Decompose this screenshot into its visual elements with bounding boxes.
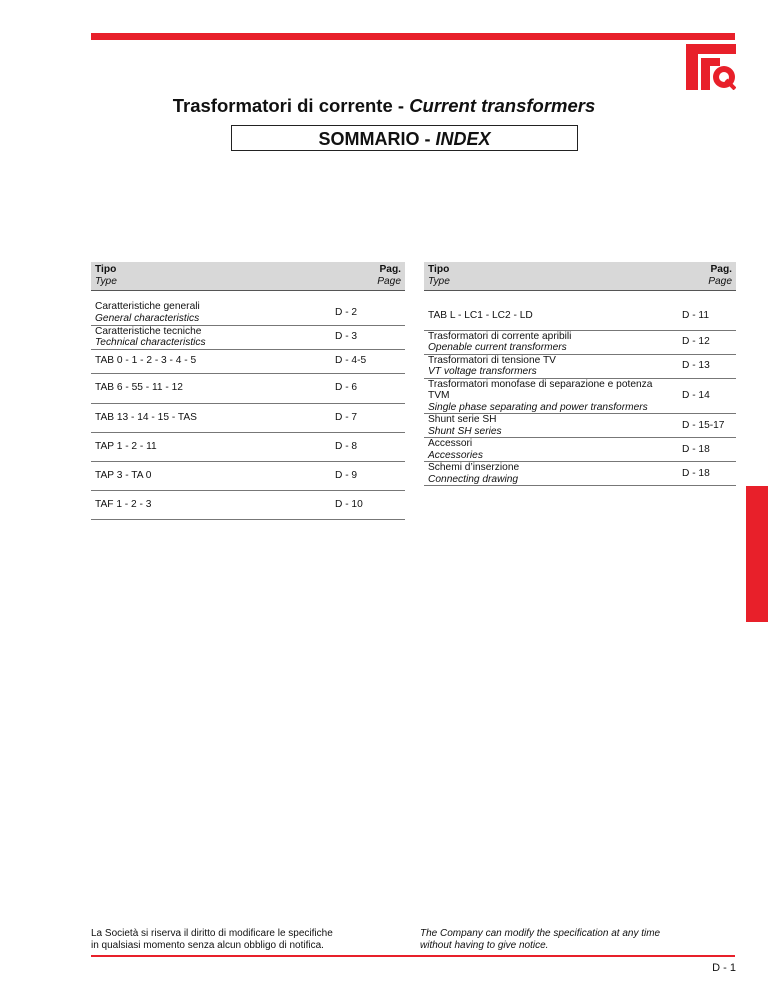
toc-row[interactable]: TAB 6 - 55 - 11 - 12 D - 6 xyxy=(91,373,405,403)
column-header-page: Pag. Page xyxy=(678,262,736,291)
page-ref[interactable]: D - 14 xyxy=(678,378,736,414)
footer-disclaimer-it: La Società si riserva il diritto di modificare le specifiche in qualsiasi momento senza alcun obbligo di notifica. xyxy=(91,928,333,951)
page-ref[interactable]: D - 6 xyxy=(331,373,405,403)
toc-row[interactable]: TAP 1 - 2 - 11 D - 8 xyxy=(91,432,405,461)
company-logo-icon xyxy=(686,44,736,90)
toc-row[interactable]: Trasformatori monofase di separazione e potenza TVM Single phase separating and power transformers D - 14 xyxy=(424,378,736,414)
toc-row[interactable]: TAF 1 - 2 - 3 D - 10 xyxy=(91,490,405,519)
toc-row[interactable]: Trasformatori di corrente apribili Openable current transformers D - 12 xyxy=(424,330,736,354)
toc-row[interactable]: TAB L - LC1 - LC2 - LD D - 11 xyxy=(424,301,736,330)
column-header-type: Tipo Type xyxy=(91,262,331,291)
footer-disclaimer-en: The Company can modify the specification at any time without having to give notice. xyxy=(420,928,661,951)
page-ref[interactable]: D - 13 xyxy=(678,354,736,378)
toc-row[interactable]: Shunt serie SH Shunt SH series D - 15-17 xyxy=(424,414,736,438)
toc-row[interactable]: Trasformatori di tensione TV VT voltage transformers D - 13 xyxy=(424,354,736,378)
page-ref[interactable]: D - 9 xyxy=(331,461,405,490)
top-red-bar xyxy=(91,33,735,40)
page-ref[interactable]: D - 11 xyxy=(678,301,736,330)
toc-row[interactable]: TAP 3 - TA 0 D - 9 xyxy=(91,461,405,490)
toc-table-left xyxy=(91,262,405,520)
page-title: Trasformatori di corrente - Current transformers xyxy=(172,95,596,116)
toc-row[interactable]: TAB 0 - 1 - 2 - 3 - 4 - 5 D - 4-5 xyxy=(91,349,405,373)
toc-row[interactable]: Caratteristiche generali General characteristics D - 2 xyxy=(91,301,405,325)
page-ref[interactable]: D - 8 xyxy=(331,432,405,461)
page-ref[interactable]: D - 18 xyxy=(678,438,736,462)
bottom-red-bar xyxy=(91,955,735,957)
page-number: D - 1 xyxy=(712,962,736,974)
column-header-type: Tipo Type xyxy=(424,262,678,291)
index-heading: SOMMARIO - INDEX xyxy=(231,125,578,151)
page-ref[interactable]: D - 10 xyxy=(331,490,405,519)
page-ref[interactable]: D - 7 xyxy=(331,403,405,432)
page-ref[interactable]: D - 4-5 xyxy=(331,349,405,373)
toc-header-row xyxy=(91,262,405,291)
column-header-page: Pag. Page xyxy=(331,262,405,291)
toc-row[interactable]: TAB 13 - 14 - 15 - TAS D - 7 xyxy=(91,403,405,432)
toc-row[interactable]: Schemi d’inserzione Connecting drawing D - 18 xyxy=(424,462,736,486)
page-ref[interactable]: D - 3 xyxy=(331,325,405,349)
page-ref[interactable]: D - 15-17 xyxy=(678,414,736,438)
page-ref[interactable]: D - 12 xyxy=(678,330,736,354)
page-ref[interactable]: D - 18 xyxy=(678,462,736,486)
page-ref[interactable]: D - 2 xyxy=(331,301,405,325)
toc-header-row xyxy=(424,262,736,291)
section-side-tab xyxy=(746,486,768,622)
toc-row[interactable]: Accessori Accessories D - 18 xyxy=(424,438,736,462)
toc-table-right xyxy=(424,262,736,486)
toc-row[interactable]: Caratteristiche tecniche Technical characteristics D - 3 xyxy=(91,325,405,349)
